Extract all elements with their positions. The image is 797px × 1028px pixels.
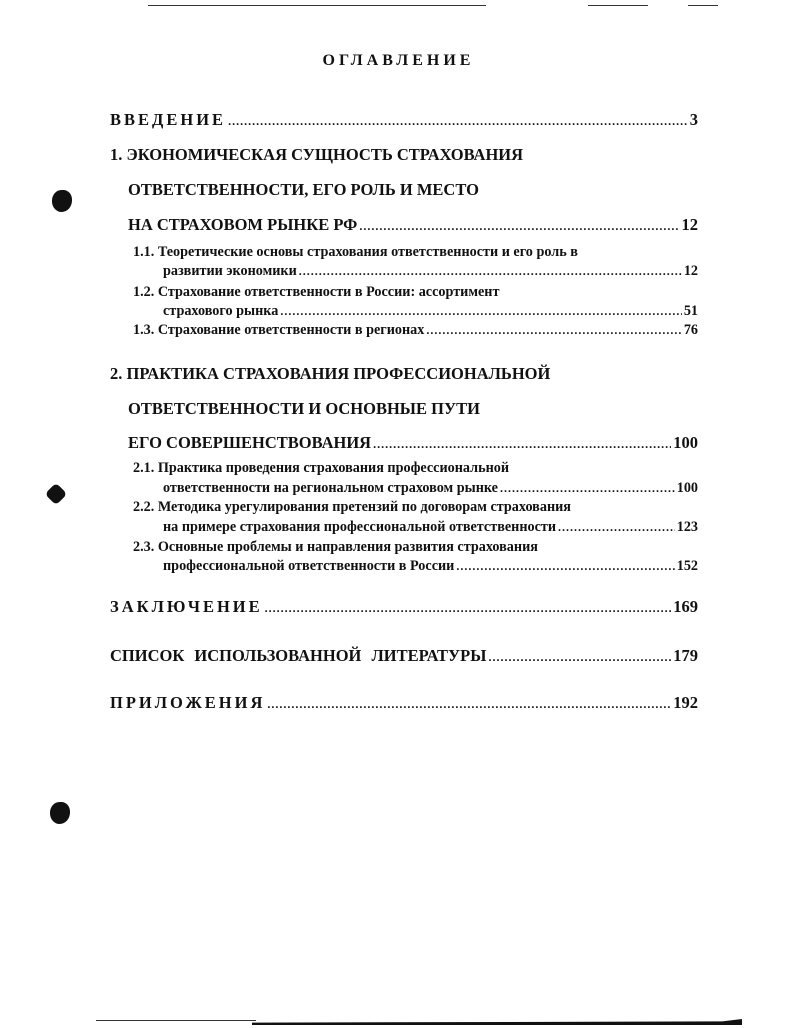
toc-entry-section-2-3 [163, 558, 698, 575]
toc-entry-references [110, 646, 698, 666]
section-1-2-page: 51 [683, 303, 698, 319]
section-2-3-page: 152 [676, 558, 698, 574]
leader-dots [373, 433, 671, 450]
scan-bottom-bar [252, 1019, 742, 1025]
section-1-1-page: 12 [683, 263, 698, 279]
references-label: СПИСОК ИСПОЛЬЗОВАННОЙ ЛИТЕРАТУРЫ [110, 646, 487, 665]
leader-dots [488, 646, 671, 663]
chapter1-page: 12 [681, 215, 698, 234]
leader-dots [456, 558, 674, 572]
chapter2-title-line2: ОТВЕТСТВЕННОСТИ И ОСНОВНЫЕ ПУТИ [128, 399, 480, 418]
toc-entry-appendices [110, 693, 698, 713]
toc-entry-chapter1 [128, 215, 698, 235]
chapter2-page: 100 [673, 433, 698, 452]
section-1-1-line1: 1.1. Теоретические основы страхования ответственности и его роль в [133, 244, 578, 260]
section-2-2-page: 123 [676, 519, 698, 535]
section-2-1-line1: 2.1. Практика проведения страхования профессиональной [133, 460, 510, 476]
toc-entry-intro [110, 110, 698, 130]
section-2-2-line2: на примере страхования профессиональной ответственности [163, 519, 557, 535]
chapter1-title-line2: ОТВЕТСТВЕННОСТИ, ЕГО РОЛЬ И МЕСТО [128, 180, 479, 199]
leader-dots [426, 322, 681, 336]
leader-dots [359, 215, 679, 232]
leader-dots [228, 110, 688, 127]
toc-intro-label: ВВЕДЕНИЕ [110, 110, 227, 129]
section-1-3-page: 76 [683, 322, 698, 338]
section-2-1-page: 100 [676, 480, 698, 496]
leader-dots [500, 480, 675, 494]
conclusion-page: 169 [673, 597, 698, 616]
chapter1-title-line1: 1. ЭКОНОМИЧЕСКАЯ СУЩНОСТЬ СТРАХОВАНИЯ [110, 145, 524, 164]
toc-entry-section-2-1 [163, 480, 698, 497]
chapter2-title-line1: 2. ПРАКТИКА СТРАХОВАНИЯ ПРОФЕССИОНАЛЬНОЙ [110, 364, 551, 383]
punch-hole-bottom [50, 802, 70, 824]
scan-top-line-far-right [688, 5, 718, 6]
leader-dots [558, 519, 675, 533]
appendices-page: 192 [673, 693, 698, 712]
leader-dots [299, 263, 682, 277]
section-2-2-line1: 2.2. Методика урегулирования претензий по договорам страхования [133, 499, 571, 515]
section-2-1-line2: ответственности на региональном страховом рынке [163, 480, 498, 496]
conclusion-label: ЗАКЛЮЧЕНИЕ [110, 597, 263, 616]
section-1-2-line1: 1.2. Страхование ответственности в России: ассортимент [133, 284, 500, 300]
references-page: 179 [673, 646, 698, 665]
leader-dots [265, 597, 672, 614]
toc-entry-section-2-2 [163, 519, 698, 536]
toc-entry-section-1-3 [133, 322, 698, 339]
toc-entry-section-1-1 [163, 263, 698, 280]
leader-dots [280, 303, 682, 317]
toc-entry-conclusion [110, 597, 698, 617]
section-2-3-line2: профессиональной ответственности в России [163, 558, 455, 574]
chapter1-title-line3: НА СТРАХОВОМ РЫНКЕ РФ [128, 215, 358, 234]
toc-entry-chapter2 [128, 433, 698, 453]
scan-top-line-right [588, 5, 648, 6]
leader-dots [267, 693, 671, 710]
scan-bottom-line [96, 1020, 256, 1021]
punch-hole-top [52, 190, 72, 212]
toc-entry-section-1-2 [163, 303, 698, 320]
section-2-3-line1: 2.3. Основные проблемы и направления развития страхования [133, 539, 538, 555]
chapter2-title-line3: ЕГО СОВЕРШЕНСТВОВАНИЯ [128, 433, 372, 452]
section-1-2-line2: страхового рынка [163, 303, 279, 319]
scan-top-line [148, 5, 486, 6]
section-1-1-line2: развитии экономики [163, 263, 297, 279]
appendices-label: ПРИЛОЖЕНИЯ [110, 693, 266, 712]
punch-hole-middle [45, 483, 68, 506]
page-title: ОГЛАВЛЕНИЕ [322, 52, 475, 69]
section-1-3-line1: 1.3. Страхование ответственности в регионах [133, 322, 425, 338]
toc-intro-page: 3 [689, 110, 698, 129]
